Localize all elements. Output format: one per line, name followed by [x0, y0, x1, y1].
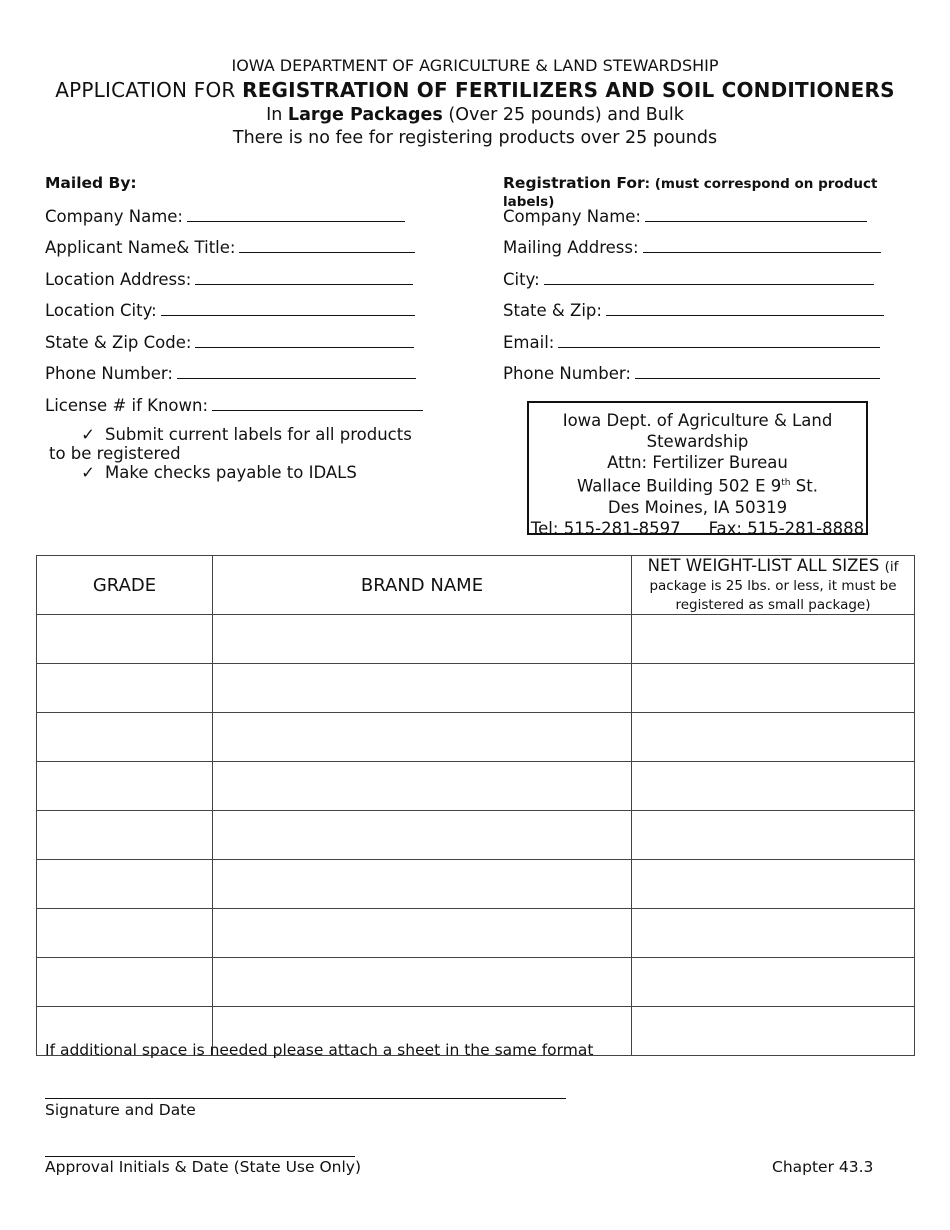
reg-mailing-address-field[interactable]: Mailing Address:	[503, 236, 923, 257]
table-row	[37, 713, 915, 762]
grade-cell[interactable]	[37, 860, 213, 909]
net-weight-cell[interactable]	[632, 1007, 915, 1056]
reg-city-field[interactable]: City:	[503, 268, 923, 289]
brand-name-cell[interactable]	[213, 909, 632, 958]
address-line: Stewardship	[646, 432, 749, 451]
grade-cell[interactable]	[37, 664, 213, 713]
mailed-by-heading: Mailed By:	[45, 174, 137, 192]
reg-state-zip-field[interactable]: State & Zip:	[503, 299, 923, 320]
mailed-location-address-field[interactable]: Location Address:	[45, 268, 445, 289]
chapter-label: Chapter 43.3	[772, 1158, 874, 1176]
brand-name-cell[interactable]	[213, 664, 632, 713]
table-row	[37, 811, 915, 860]
check-icon: ✓	[81, 425, 95, 444]
grade-cell[interactable]	[37, 762, 213, 811]
net-weight-cell[interactable]	[632, 909, 915, 958]
mailed-state-zip-field[interactable]: State & Zip Code:	[45, 331, 445, 352]
product-table	[36, 555, 915, 1056]
instructions-list	[45, 425, 445, 482]
mailed-location-city-field[interactable]: Location City:	[45, 299, 445, 320]
mailed-applicant-name-field[interactable]: Applicant Name& Title:	[45, 236, 445, 257]
contact-numbers	[529, 518, 866, 539]
instruction-item-continued: to be registered	[49, 444, 181, 463]
grade-cell[interactable]	[37, 713, 213, 762]
grade-cell[interactable]	[37, 958, 213, 1007]
table-row	[37, 615, 915, 664]
tel-number: Tel: 515-281-8597	[530, 518, 681, 538]
mailed-license-field[interactable]: License # if Known:	[45, 394, 445, 415]
grade-cell[interactable]	[37, 615, 213, 664]
mailed-company-name-field[interactable]: Company Name:	[45, 205, 445, 226]
fee-note: There is no fee for registering products over 25 pounds	[232, 128, 718, 148]
table-row	[37, 664, 915, 713]
net-weight-cell[interactable]	[632, 664, 915, 713]
address-line: Iowa Dept. of Agriculture & Land	[562, 411, 833, 430]
form-title: APPLICATION FOR REGISTRATION OF FERTILIZERS AND SOIL CONDITIONERS	[55, 78, 895, 102]
table-row	[37, 958, 915, 1007]
net-weight-cell[interactable]	[632, 762, 915, 811]
net-weight-column-header: NET WEIGHT-LIST ALL SIZES (if package is 25 lbs. or less, it must be registered as small package)	[632, 556, 915, 615]
reg-email-field[interactable]: Email:	[503, 331, 923, 352]
table-row	[37, 909, 915, 958]
address-line: Des Moines, IA 50319	[607, 497, 788, 517]
address-line: Attn: Fertilizer Bureau	[607, 453, 788, 472]
registration-for-heading: Registration For: (must correspond on product labels)	[503, 174, 878, 210]
brand-name-cell[interactable]	[213, 811, 632, 860]
table-row	[37, 860, 915, 909]
instruction-item: ✓ Submit current labels for all products	[45, 425, 445, 444]
brand-name-cell[interactable]	[213, 615, 632, 664]
brand-name-cell[interactable]	[213, 958, 632, 1007]
signature-label: Signature and Date	[45, 1101, 196, 1119]
net-weight-cell[interactable]	[632, 958, 915, 1007]
mailing-address-box	[527, 401, 868, 538]
reg-phone-number-field[interactable]: Phone Number:	[503, 362, 923, 383]
address-line: Wallace Building 502 E 9th St.	[577, 476, 818, 496]
approval-line	[45, 1156, 355, 1157]
brand-name-cell[interactable]	[213, 860, 632, 909]
mailed-phone-number-field[interactable]: Phone Number:	[45, 362, 445, 383]
grade-cell[interactable]	[37, 909, 213, 958]
additional-space-note: If additional space is needed please attach a sheet in the same format	[45, 1041, 594, 1059]
grade-column-header: GRADE	[37, 556, 213, 615]
net-weight-cell[interactable]	[632, 860, 915, 909]
brand-name-cell[interactable]	[213, 713, 632, 762]
signature-line[interactable]	[45, 1098, 566, 1099]
brand-name-cell[interactable]	[213, 762, 632, 811]
net-weight-cell[interactable]	[632, 811, 915, 860]
net-weight-cell[interactable]	[632, 615, 915, 664]
approval-label: Approval Initials & Date (State Use Only)	[45, 1158, 362, 1176]
reg-company-name-field[interactable]: Company Name:	[503, 205, 923, 226]
agency-name: IOWA DEPARTMENT OF AGRICULTURE & LAND STEWARDSHIP	[231, 56, 719, 75]
table-row	[37, 762, 915, 811]
instruction-item: ✓ Make checks payable to IDALS	[45, 463, 445, 482]
brand-name-column-header: BRAND NAME	[213, 556, 632, 615]
fax-number: Fax: 515-281-8888	[708, 518, 865, 538]
check-icon: ✓	[81, 463, 95, 482]
net-weight-cell[interactable]	[632, 713, 915, 762]
grade-cell[interactable]	[37, 811, 213, 860]
form-subtitle: In Large Packages (Over 25 pounds) and Bulk	[266, 105, 684, 125]
